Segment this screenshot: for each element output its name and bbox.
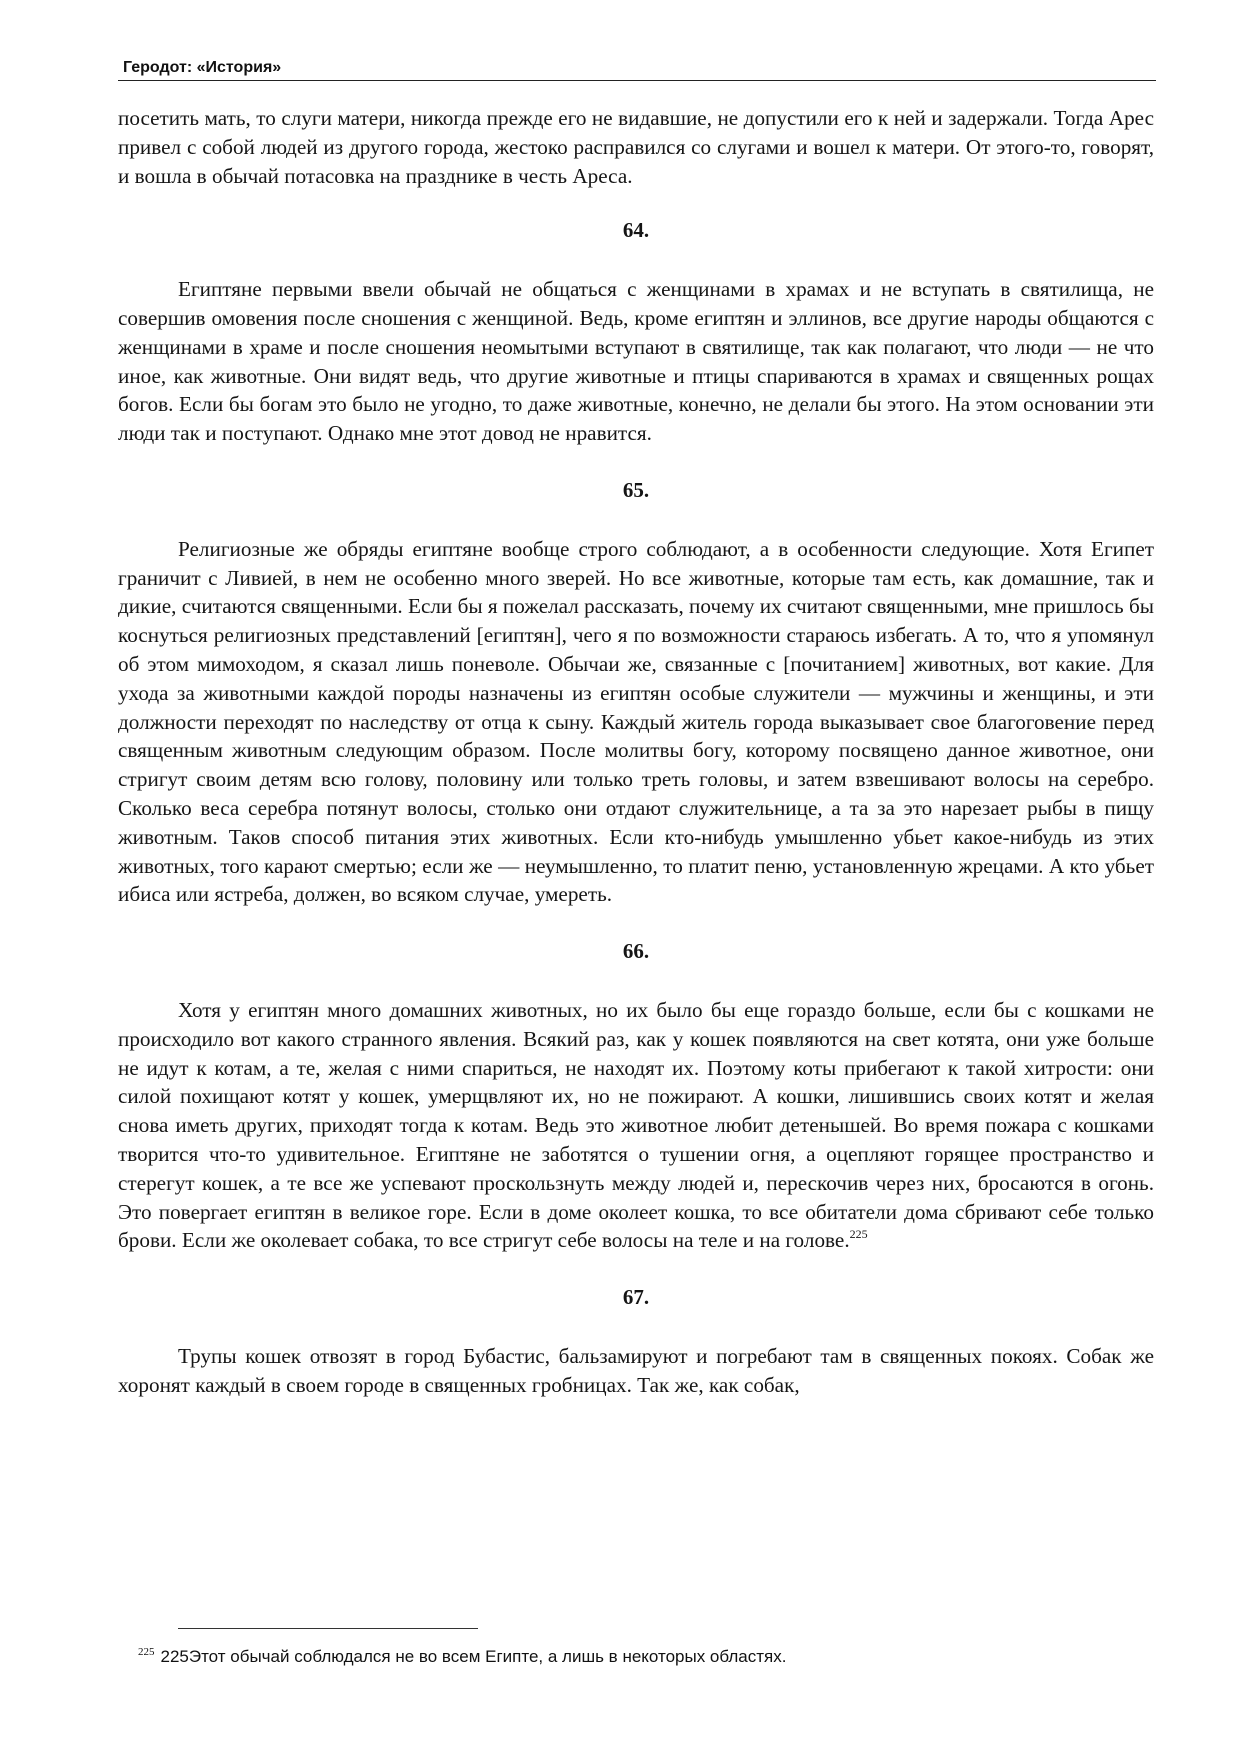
- section-heading-66: 66.: [622, 939, 650, 964]
- paragraph-64: Египтяне первыми ввели обычай не общаться с женщинами в храмах и не вступать в святилища, не совершив омовения после сношения с женщиной. Ведь, кроме египтян и эллинов, все другие народы общаются с женщинами в храме и после сношения неомытыми вступают в святилище, так как полагают, что люди — не что иное, как животные. Они видят ведь, что другие животные и птицы спариваются в храмах и священных рощах богов. Если бы богам это было не угодно, то даже животные, конечно, не делали бы этого. На этом основании эти люди так и поступают. Однако мне этот довод не нравится.: [118, 277, 1154, 446]
- page-body: [118, 104, 1154, 1399]
- paragraph-67: Трупы кошек отвозят в город Бубастис, бальзамируют и погребают там в священных покоях. Собак же хоронят каждый в своем городе в священных гробницах. Так же, как собак,: [118, 1343, 1154, 1397]
- footnote-mark: 225: [138, 1646, 155, 1658]
- running-header-title: Геродот: «История»: [123, 59, 282, 76]
- section-heading-65: 65.: [622, 477, 650, 502]
- paragraph-66-text: Хотя у египтян много домашних животных, но их было бы еще гораздо больше, если бы с кошками не происходило вот какого странного явления. Всякий раз, как у кошек появляются на свет котята, они уже больше не идут к котам, а те, желая с ними спариться, не находят их. Поэтому коты прибегают к такой хитрости: они силой похищают котят у кошек, умерщвляют их, но не пожирают. А кошки, лишившись своих котят и желая снова иметь других, приходят тогда к котам. Ведь это животное любит детенышей. Во время пожара с кошками творится что-то удивительное. Египтяне не заботятся о тушении огня, а оцепляют горящее пространство и стерегут кошек, а те все же успевают проскользнуть между людей и, перескочив через них, бросаются в огонь. Это повергает египтян в великое горе. Если в доме околеет кошка, то все обитатели дома сбривают себе только брови. Если же околевает собака, то все стригут себе волосы на теле и на голове.: [118, 997, 1154, 1253]
- footnote-reference[interactable]: 225: [849, 1227, 868, 1242]
- paragraph-66: [118, 996, 1154, 1255]
- paragraph-continued: посетить мать, то слуги матери, никогда прежде его не видавшие, не допустили его к ней и задержали. Тогда Арес привел с собой людей из другого города, жестоко расправился со слугами и вошел к матери. От этого-то, говорят, и вошла в обычай потасовка на празднике в честь Ареса.: [118, 106, 1154, 188]
- section-heading-67: 67.: [622, 1285, 650, 1310]
- section-heading-64: 64.: [622, 218, 650, 243]
- header-rule: [118, 80, 1156, 81]
- footnote-separator: [178, 1628, 478, 1629]
- paragraph-65: Религиозные же обряды египтяне вообще строго соблюдают, а в особенности следующие. Хотя Египет граничит с Ливией, в нем не особенно много зверей. Но все животные, которые там есть, как домашние, так и дикие, считаются священными. Если бы я пожелал рассказать, почему их считают священными, мне пришлось бы коснуться религиозных представлений [египтян], чего я по возможности стараюсь избегать. А то, что я упомянул об этом мимоходом, я сказал лишь поневоле. Обычаи же, связанные с [почитанием] животных, вот какие. Для ухода за животными каждой породы назначены из египтян особые служители — мужчины и женщины, и эти должности переходят по наследству от отца к сыну. Каждый житель города выказывает свое благоговение перед священным животным следующим образом. После молитвы богу, которому посвящено данное животное, они стригут своим детям всю голову, половину или только треть головы, и затем взвешивают волосы на серебро. Сколько веса серебра потянут волосы, столько они отдают служительнице, а та за это нарезает рыбы в пищу животным. Таков способ питания этих животных. Если кто-нибудь умышленно убьет какое-нибудь из этих животных, того карают смертью; если же — неумышленно, то платит пеню, установленную жрецами. А кто убьет ибиса или ястреба, должен, во всяком случае, умереть.: [118, 536, 1154, 907]
- footnote-text: 225Этот обычай соблюдался не во всем Египте, а лишь в некоторых областях.: [160, 1647, 787, 1666]
- footnote: [138, 1641, 786, 1668]
